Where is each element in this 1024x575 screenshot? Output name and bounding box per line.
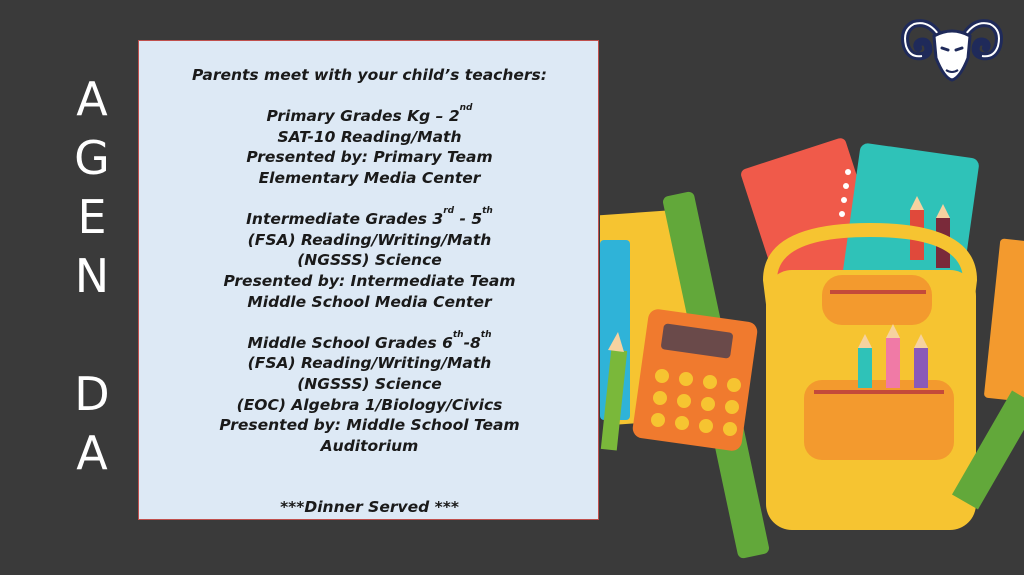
middle-subject-1: (FSA) Reading/Writing/Math [247, 354, 492, 373]
intermediate-presenter: Presented by: Intermediate Team [223, 271, 516, 290]
title-spacer [66, 306, 118, 365]
title-letter: D [74, 367, 110, 421]
title-letter: A [76, 72, 108, 126]
title-letter: N [74, 249, 110, 303]
agenda-vertical-title [66, 70, 118, 483]
middle-presenter: Presented by: Middle School Team [219, 416, 520, 435]
primary-location: Elementary Media Center [258, 168, 481, 187]
agenda-heading: Parents meet with your child’s teachers: [192, 66, 547, 84]
intermediate-subject-2: (NGSSS) Science [297, 251, 442, 270]
school-supplies-illustration [600, 130, 1024, 575]
intermediate-grades: Intermediate Grades 3rd - 5th [246, 206, 493, 229]
primary-grades: Primary Grades Kg – 2nd [266, 103, 473, 126]
middle-subject-3: (EOC) Algebra 1/Biology/Civics [236, 395, 503, 414]
agenda-panel [138, 40, 599, 520]
dinner-note: ***Dinner Served *** [280, 498, 459, 517]
intermediate-location: Middle School Media Center [247, 292, 492, 311]
title-letter: A [76, 426, 108, 480]
title-letter: G [74, 131, 110, 185]
middle-location: Auditorium [320, 436, 419, 455]
middle-grades: Middle School Grades 6th-8th [247, 329, 492, 352]
title-letter: E [77, 190, 107, 244]
ram-head-logo-icon [898, 14, 1006, 84]
primary-presenter: Presented by: Primary Team [246, 148, 493, 167]
agenda-content [139, 65, 600, 518]
middle-subject-2: (NGSSS) Science [297, 374, 442, 393]
primary-subject: SAT-10 Reading/Math [277, 127, 462, 146]
intermediate-subject-1: (FSA) Reading/Writing/Math [247, 230, 492, 249]
